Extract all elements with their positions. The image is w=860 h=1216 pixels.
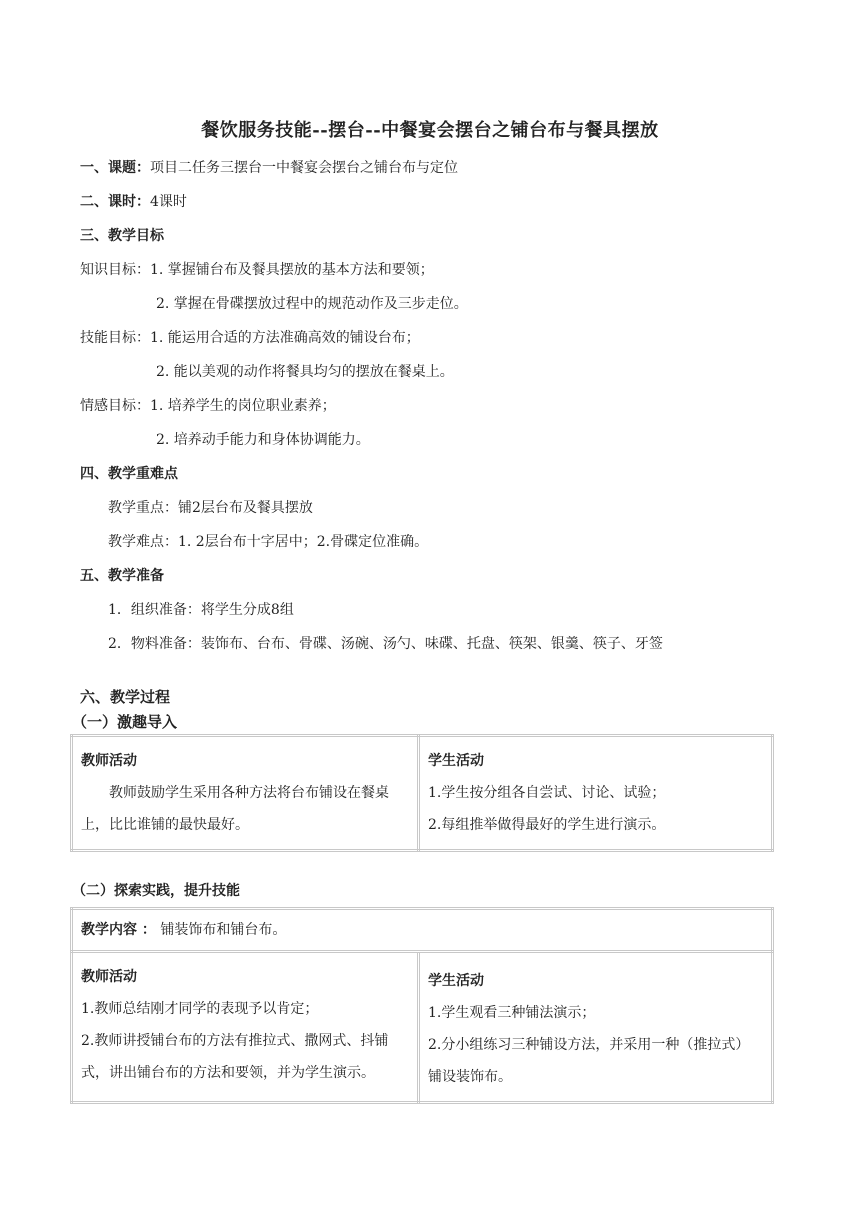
preparation-item-2: 2．物料准备：装饰布、台布、骨碟、汤碗、汤勺、味碟、托盘、筷架、银羹、筷子、牙签 <box>108 636 663 652</box>
part2-content-text: 铺装饰布和铺台布。 <box>160 922 287 938</box>
difficult-point: 教学难点：1. 2层台布十字居中；2.骨碟定位准确。 <box>108 534 429 550</box>
emotion-goal-label: 情感目标： <box>80 398 150 414</box>
goals-heading: 三、教学目标 <box>80 228 164 244</box>
part1-student-cell <box>419 736 773 851</box>
document-title: 餐饮服务技能--摆台--中餐宴会摆台之铺台布与餐具摆放 <box>201 120 659 141</box>
hours-label: 二、课时： <box>80 194 150 210</box>
part2-content-cell <box>72 909 773 952</box>
part2-student-header: 学生活动 <box>428 973 484 989</box>
part2-teacher-2: 2.教师讲授铺台布的方法有推拉式、撒网式、抖铺式，讲出铺台布的方法和要领，并为学生演示。 <box>81 1033 389 1081</box>
key-points-heading: 四、教学重难点 <box>80 466 178 482</box>
knowledge-goal-label: 知识目标： <box>80 262 150 278</box>
skill-goal-text-1: 1. 能运用合适的方法准确高效的铺设台布； <box>150 330 420 346</box>
knowledge-goal-1 <box>80 259 434 279</box>
skill-goal-1 <box>80 327 420 347</box>
part1-table <box>70 734 774 852</box>
emotion-goal-1 <box>80 395 336 415</box>
part1-teacher-header: 教师活动 <box>81 753 137 769</box>
key-point: 教学重点：铺2层台布及餐具摆放 <box>108 500 313 516</box>
preparation-item-1: 1．组织准备：将学生分成8组 <box>108 602 294 618</box>
topic-line <box>80 157 458 177</box>
part1-student-1: 1.学生按分组各自尝试、讨论、试验； <box>428 785 666 801</box>
hours-line <box>80 191 187 211</box>
part2-heading: （二）探索实践，提升技能 <box>72 883 240 899</box>
knowledge-goal-text-1: 1. 掌握铺台布及餐具摆放的基本方法和要领； <box>150 262 434 278</box>
part2-student-1: 1.学生观看三种铺法演示； <box>428 1005 596 1021</box>
hours-text: 4课时 <box>150 194 187 210</box>
part1-student-header: 学生活动 <box>428 753 484 769</box>
skill-goal-label: 技能目标： <box>80 330 150 346</box>
emotion-goal-2: 2. 培养动手能力和身体协调能力。 <box>156 432 370 448</box>
part1-teacher-cell <box>72 736 419 851</box>
skill-goal-2: 2. 能以美观的动作将餐具均匀的摆放在餐桌上。 <box>156 364 454 380</box>
part2-table <box>70 907 774 1104</box>
part2-teacher-header: 教师活动 <box>81 969 137 985</box>
topic-text: 项目二任务三摆台一中餐宴会摆台之铺台布与定位 <box>150 160 458 176</box>
part2-student-2: 2.分小组练习三种铺设方法，并采用一种（推拉式）铺设装饰布。 <box>428 1037 750 1085</box>
part1-heading: （一）激趣导入 <box>72 713 178 731</box>
topic-label: 一、课题： <box>80 160 150 176</box>
part2-content-label: 教学内容 ： <box>81 922 156 938</box>
knowledge-goal-2: 2. 掌握在骨碟摆放过程中的规范动作及三步走位。 <box>156 296 468 312</box>
part2-teacher-1: 1.教师总结刚才同学的表现予以肯定； <box>81 1001 319 1017</box>
part2-student-cell <box>419 952 773 1103</box>
part1-student-2: 2.每组推举做得最好的学生进行演示。 <box>428 817 666 833</box>
part2-teacher-cell <box>72 952 419 1103</box>
preparation-heading: 五、教学准备 <box>80 568 164 584</box>
emotion-goal-text-1: 1. 培养学生的岗位职业素养； <box>150 398 336 414</box>
process-heading: 六、教学过程 <box>80 688 171 706</box>
part1-teacher-text: 教师鼓励学生采用各种方法将台布铺设在餐桌上，比比谁铺的最快最好。 <box>81 785 389 833</box>
